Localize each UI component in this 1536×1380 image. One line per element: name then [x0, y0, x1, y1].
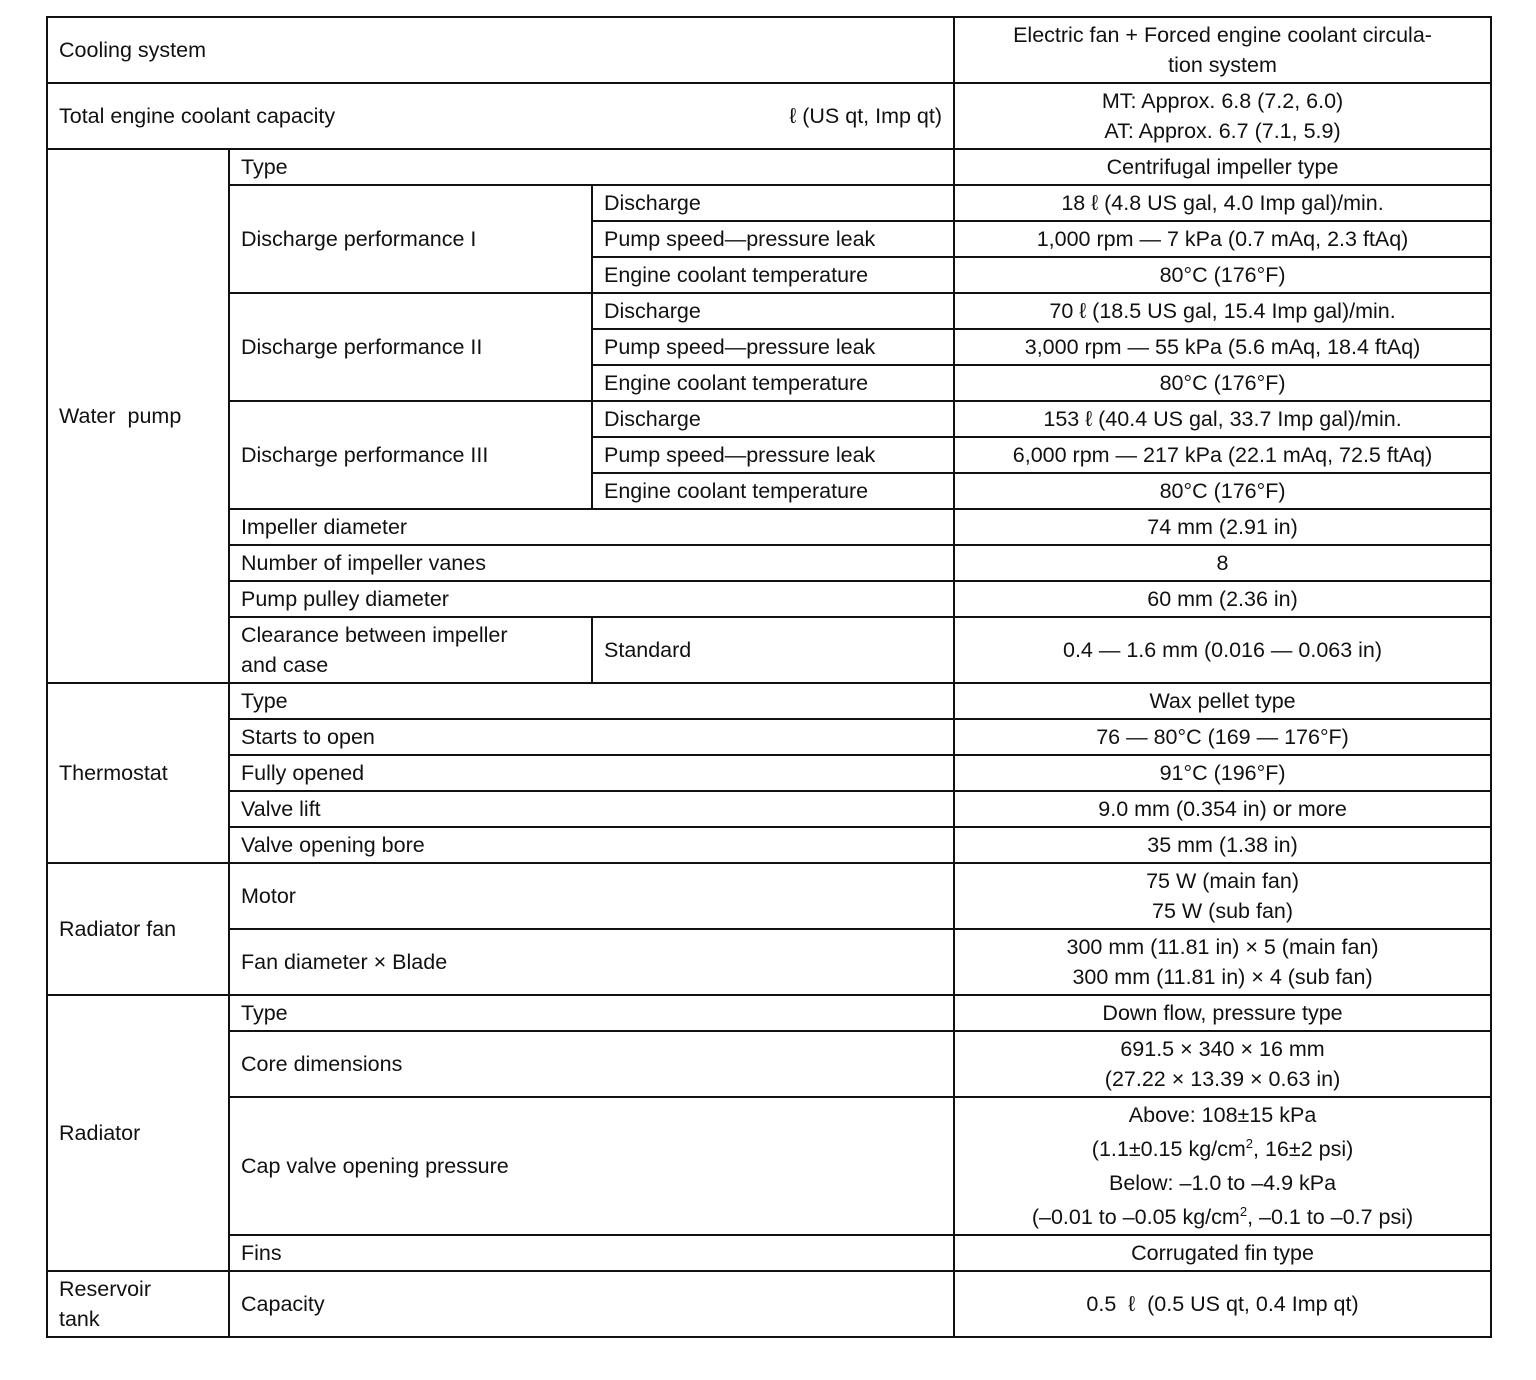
value-line: 300 mm (11.81 in) × 5 (main fan) — [1066, 935, 1379, 959]
value-line: MT: Approx. 6.8 (7.2, 6.0) — [1101, 89, 1344, 113]
fins-value: Corrugated fin type — [954, 1235, 1491, 1271]
pulley-diameter-label: Pump pulley diameter — [229, 581, 954, 617]
thermostat-type-value: Wax pellet type — [954, 683, 1491, 719]
table-row — [47, 293, 1491, 329]
perf1-temp-value: 80°C (176°F) — [954, 257, 1491, 293]
valve-lift-value: 9.0 mm (0.354 in) or more — [954, 791, 1491, 827]
pulley-diameter-value: 60 mm (2.36 in) — [954, 581, 1491, 617]
label-line: tank — [59, 1307, 100, 1331]
value-line: AT: Approx. 6.7 (7.1, 5.9) — [1104, 119, 1341, 143]
cap-pressure-label: Cap valve opening pressure — [229, 1097, 954, 1235]
perf1-temp-label: Engine coolant temperature — [592, 257, 954, 293]
table-row — [47, 1031, 1491, 1097]
table-row — [47, 545, 1491, 581]
table-row — [47, 719, 1491, 755]
cap-pressure-value — [954, 1097, 1491, 1235]
table-row — [47, 1097, 1491, 1235]
capacity-unit: ℓ (US qt, Imp qt) — [789, 104, 943, 128]
table-row — [47, 17, 1491, 83]
perf3-discharge-value: 153 ℓ (40.4 US gal, 33.7 Imp gal)/min. — [954, 401, 1491, 437]
valve-bore-label: Valve opening bore — [229, 827, 954, 863]
perf3-label: Discharge performance III — [229, 401, 592, 509]
perf1-pressure-value: 1,000 rpm — 7 kPa (0.7 mAq, 2.3 ftAq) — [954, 221, 1491, 257]
reservoir-capacity-value: 0.5 ℓ (0.5 US qt, 0.4 Imp qt) — [954, 1271, 1491, 1337]
value-line: Electric fan + Forced engine coolant circula- — [1013, 23, 1432, 47]
cooling-spec-table — [46, 16, 1492, 1338]
table-row — [47, 509, 1491, 545]
impeller-diameter-label: Impeller diameter — [229, 509, 954, 545]
radiator-type-label: Type — [229, 995, 954, 1031]
impeller-vanes-value: 8 — [954, 545, 1491, 581]
perf2-pressure-label: Pump speed—pressure leak — [592, 329, 954, 365]
perf3-pressure-value: 6,000 rpm — 217 kPa (22.1 mAq, 72.5 ftAq) — [954, 437, 1491, 473]
value-line: (1.1±0.15 kg/cm — [1091, 1137, 1246, 1161]
perf2-discharge-value: 70 ℓ (18.5 US gal, 15.4 Imp gal)/min. — [954, 293, 1491, 329]
table-row — [47, 1235, 1491, 1271]
core-dimensions-label: Core dimensions — [229, 1031, 954, 1097]
fully-opened-label: Fully opened — [229, 755, 954, 791]
perf2-discharge-label: Discharge — [592, 293, 954, 329]
valve-bore-value: 35 mm (1.38 in) — [954, 827, 1491, 863]
perf1-discharge-value: 18 ℓ (4.8 US gal, 4.0 Imp gal)/min. — [954, 185, 1491, 221]
table-row — [47, 149, 1491, 185]
value-line: (–0.01 to –0.05 kg/cm — [1031, 1205, 1240, 1229]
label-text: Total engine coolant capacity — [59, 104, 336, 128]
clearance-sub-label: Standard — [592, 617, 954, 683]
value-line: Above: 108±15 kPa — [1128, 1103, 1317, 1127]
perf2-pressure-value: 3,000 rpm — 55 kPa (5.6 mAq, 18.4 ftAq) — [954, 329, 1491, 365]
starts-open-value: 76 — 80°C (169 — 176°F) — [954, 719, 1491, 755]
fan-diameter-label: Fan diameter × Blade — [229, 929, 954, 995]
clearance-value: 0.4 — 1.6 mm (0.016 — 0.063 in) — [954, 617, 1491, 683]
table-row — [47, 1271, 1491, 1337]
superscript: 2 — [1245, 1135, 1254, 1151]
label-line: Reservoir — [59, 1277, 151, 1301]
perf2-temp-value: 80°C (176°F) — [954, 365, 1491, 401]
fully-opened-value: 91°C (196°F) — [954, 755, 1491, 791]
superscript: 2 — [1239, 1203, 1248, 1219]
value-line: , –0.1 to –0.7 psi) — [1247, 1205, 1414, 1229]
thermostat-group-label: Thermostat — [47, 683, 229, 863]
table-row — [47, 995, 1491, 1031]
fins-label: Fins — [229, 1235, 954, 1271]
radiator-group-label: Radiator — [47, 995, 229, 1271]
perf3-temp-label: Engine coolant temperature — [592, 473, 954, 509]
total-capacity-value — [954, 83, 1491, 149]
table-row — [47, 617, 1491, 683]
pump-type-label: Type — [229, 149, 954, 185]
core-dimensions-value — [954, 1031, 1491, 1097]
starts-open-label: Starts to open — [229, 719, 954, 755]
reservoir-capacity-label: Capacity — [229, 1271, 954, 1337]
perf3-pressure-label: Pump speed—pressure leak — [592, 437, 954, 473]
table-row — [47, 929, 1491, 995]
value-line: 75 W (sub fan) — [1152, 899, 1294, 923]
fan-diameter-value — [954, 929, 1491, 995]
total-capacity-label — [47, 83, 954, 149]
table-row — [47, 401, 1491, 437]
impeller-diameter-value: 74 mm (2.91 in) — [954, 509, 1491, 545]
value-line: (27.22 × 13.39 × 0.63 in) — [1104, 1067, 1341, 1091]
label-line: Clearance between impeller — [241, 623, 508, 647]
table-row — [47, 755, 1491, 791]
pump-type-value: Centrifugal impeller type — [954, 149, 1491, 185]
perf3-temp-value: 80°C (176°F) — [954, 473, 1491, 509]
table-row — [47, 863, 1491, 929]
radiator-type-value: Down flow, pressure type — [954, 995, 1491, 1031]
value-line: 691.5 × 340 × 16 mm — [1120, 1037, 1325, 1061]
value-line: , 16±2 psi) — [1253, 1137, 1354, 1161]
impeller-vanes-label: Number of impeller vanes — [229, 545, 954, 581]
perf2-label: Discharge performance II — [229, 293, 592, 401]
table-row — [47, 83, 1491, 149]
motor-value — [954, 863, 1491, 929]
thermostat-type-label: Type — [229, 683, 954, 719]
table-row — [47, 185, 1491, 221]
motor-label: Motor — [229, 863, 954, 929]
value-line: tion system — [1168, 53, 1277, 77]
label-line: and case — [241, 653, 329, 677]
reservoir-group-label — [47, 1271, 229, 1337]
perf1-pressure-label: Pump speed—pressure leak — [592, 221, 954, 257]
radiator-fan-group-label: Radiator fan — [47, 863, 229, 995]
value-line: 300 mm (11.81 in) × 4 (sub fan) — [1072, 965, 1373, 989]
clearance-label — [229, 617, 592, 683]
value-line: Below: –1.0 to –4.9 kPa — [1108, 1171, 1337, 1195]
cooling-system-value — [954, 17, 1491, 83]
value-line: 75 W (main fan) — [1146, 869, 1299, 893]
cooling-system-label: Cooling system — [47, 17, 954, 83]
valve-lift-label: Valve lift — [229, 791, 954, 827]
perf1-label: Discharge performance I — [229, 185, 592, 293]
table-row — [47, 683, 1491, 719]
perf3-discharge-label: Discharge — [592, 401, 954, 437]
table-row — [47, 791, 1491, 827]
table-row — [47, 827, 1491, 863]
perf1-discharge-label: Discharge — [592, 185, 954, 221]
table-row — [47, 581, 1491, 617]
perf2-temp-label: Engine coolant temperature — [592, 365, 954, 401]
water-pump-group-label: Water pump — [47, 149, 229, 683]
